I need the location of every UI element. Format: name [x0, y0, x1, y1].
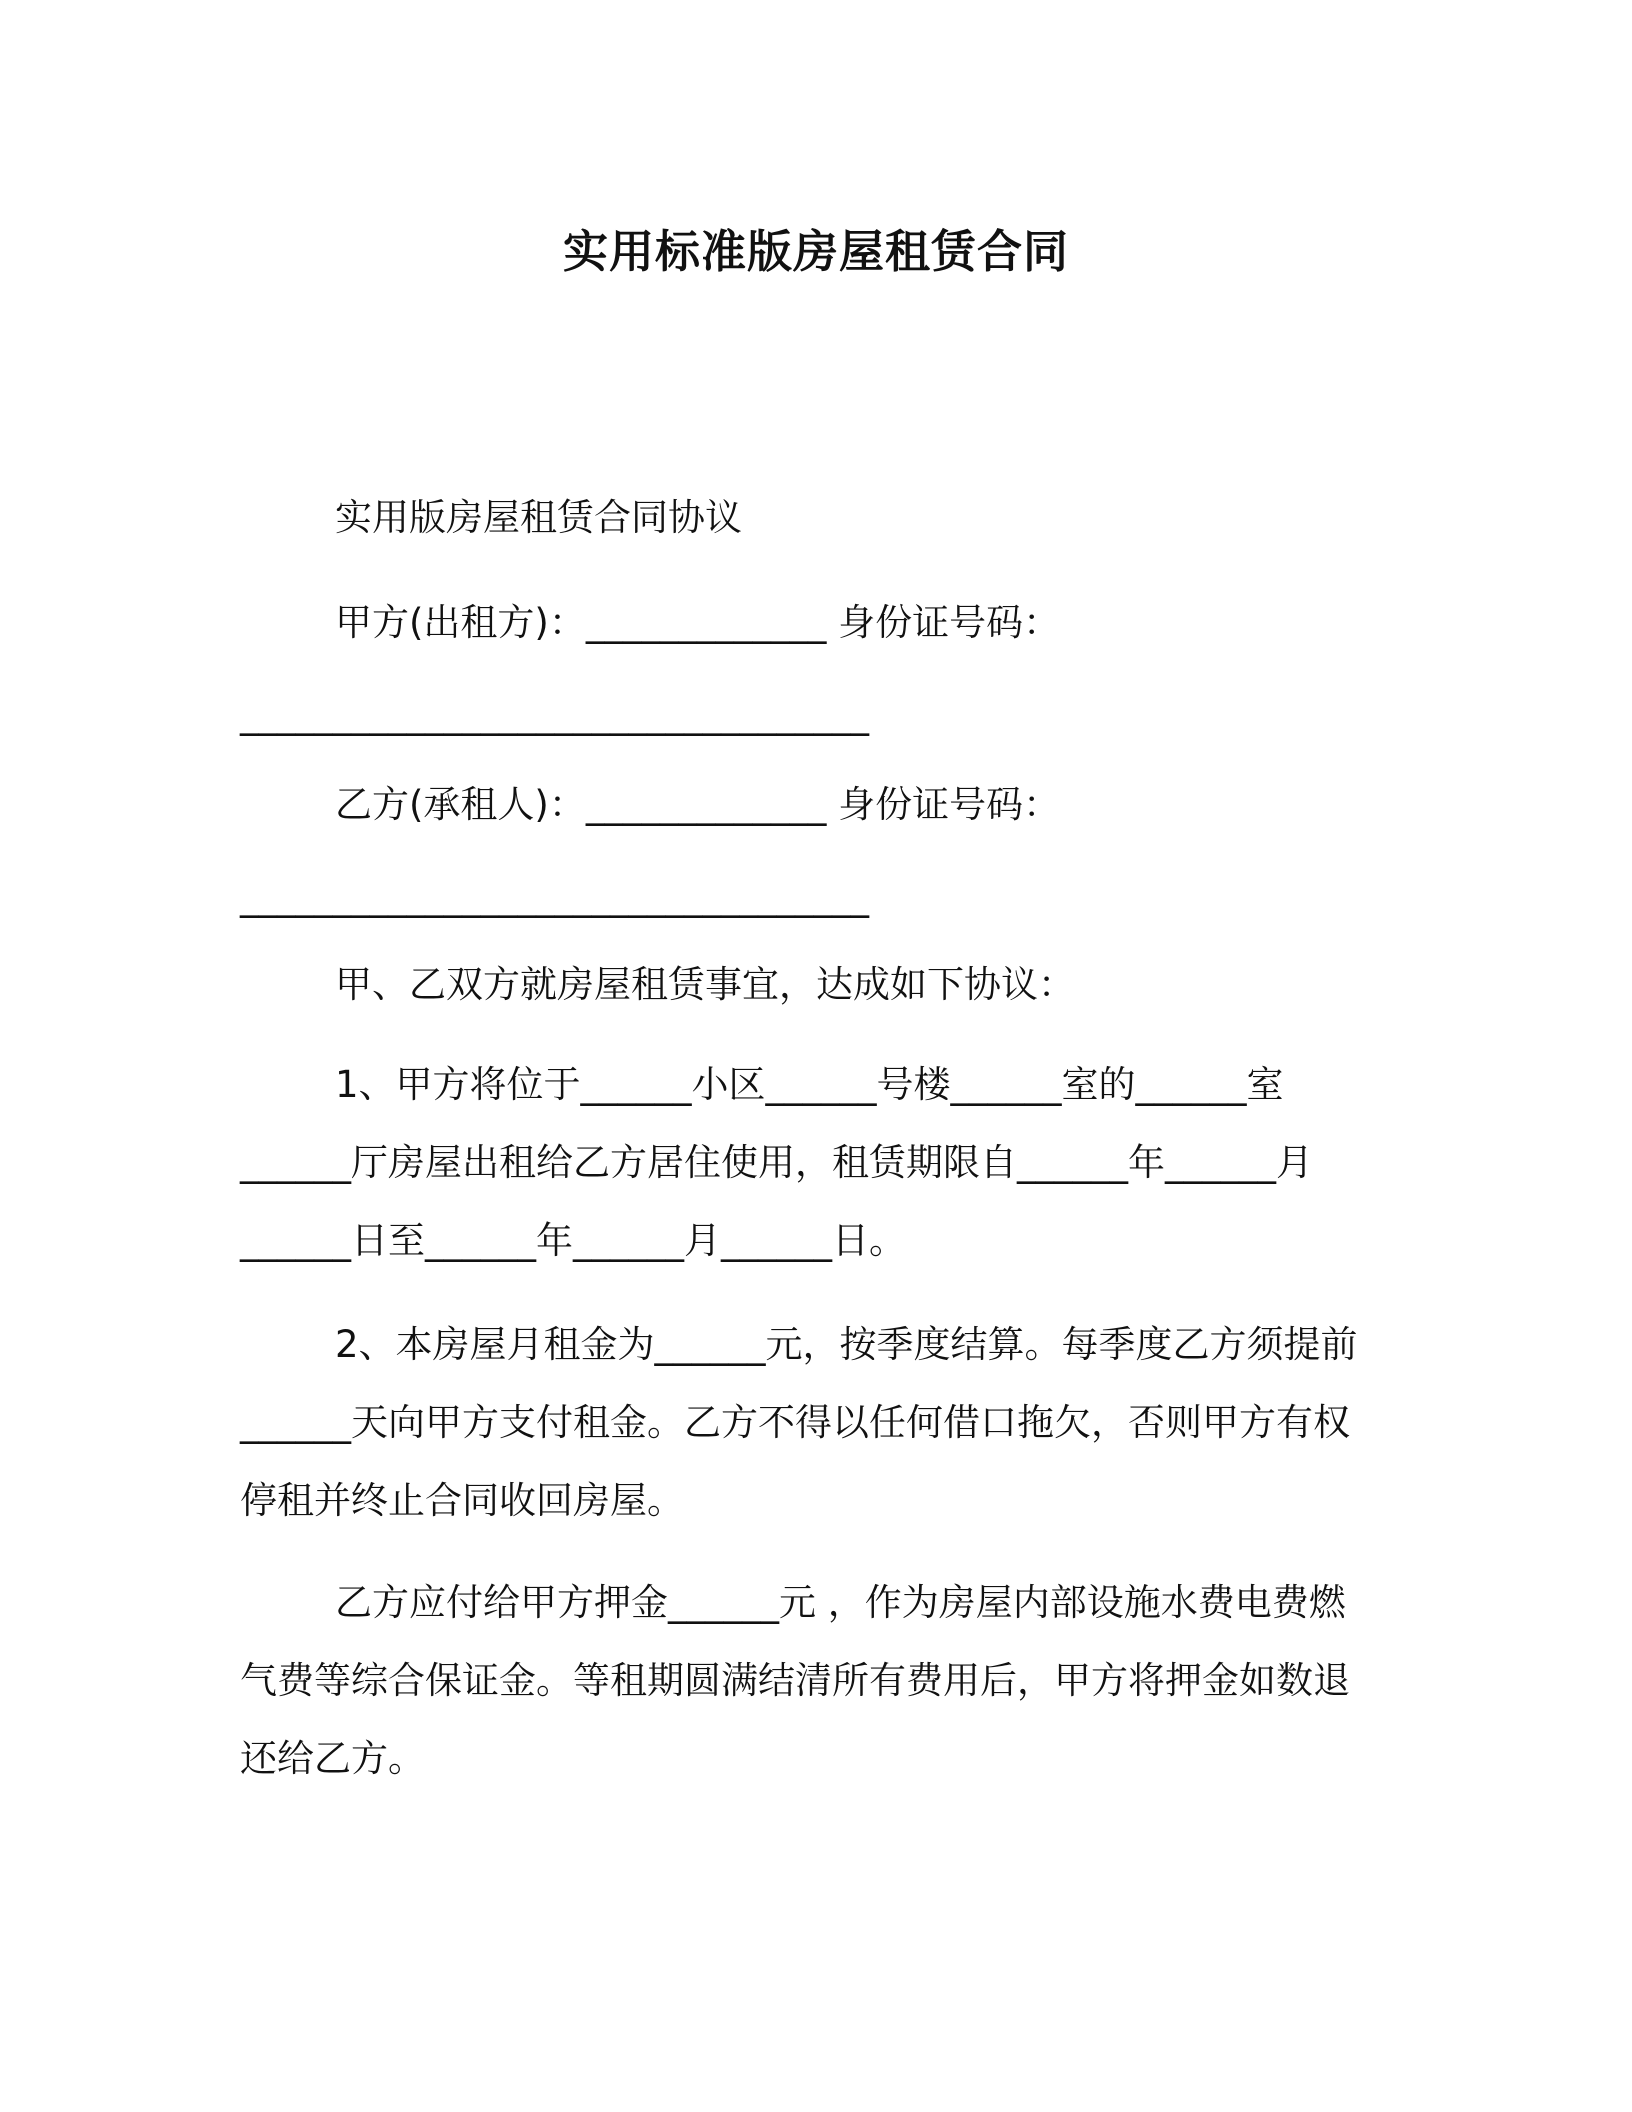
agreement-intro: 甲、乙双方就房屋租赁事宜，达成如下协议：: [335, 963, 1075, 1006]
party-a-id-blank: __________________________________: [240, 693, 869, 736]
clause-2-line-2: ______天向甲方支付租金。乙方不得以任何借口拖欠，否则甲方有权: [240, 1401, 1350, 1444]
agreement-subtitle: 实用版房屋租赁合同协议: [335, 496, 742, 539]
party-a-line: 甲方(出租方)：_____________ 身份证号码：: [335, 601, 1061, 644]
clause-1-line-1: 1、甲方将位于______小区______号楼______室的______室: [335, 1063, 1284, 1106]
party-b-id-blank: __________________________________: [240, 875, 869, 918]
deposit-line-2: 气费等综合保证金。等租期圆满结清所有费用后，甲方将押金如数退: [240, 1659, 1350, 1702]
deposit-line-1: 乙方应付给甲方押金______元 ，作为房屋内部设施水费电费燃: [335, 1581, 1346, 1624]
clause-1-line-3: ______日至______年______月______日。: [240, 1219, 906, 1262]
party-b-line: 乙方(承租人)：_____________ 身份证号码：: [335, 783, 1061, 826]
document-title: 实用标准版房屋租赁合同: [562, 225, 1069, 278]
clause-1-line-2: ______厅房屋出租给乙方居住使用，租赁期限自______年______月: [240, 1141, 1313, 1184]
clause-2-line-3: 停租并终止合同收回房屋。: [240, 1479, 684, 1522]
clause-2-line-1: 2、本房屋月租金为______元，按季度结算。每季度乙方须提前: [335, 1323, 1358, 1366]
deposit-line-3: 还给乙方。: [240, 1737, 425, 1780]
